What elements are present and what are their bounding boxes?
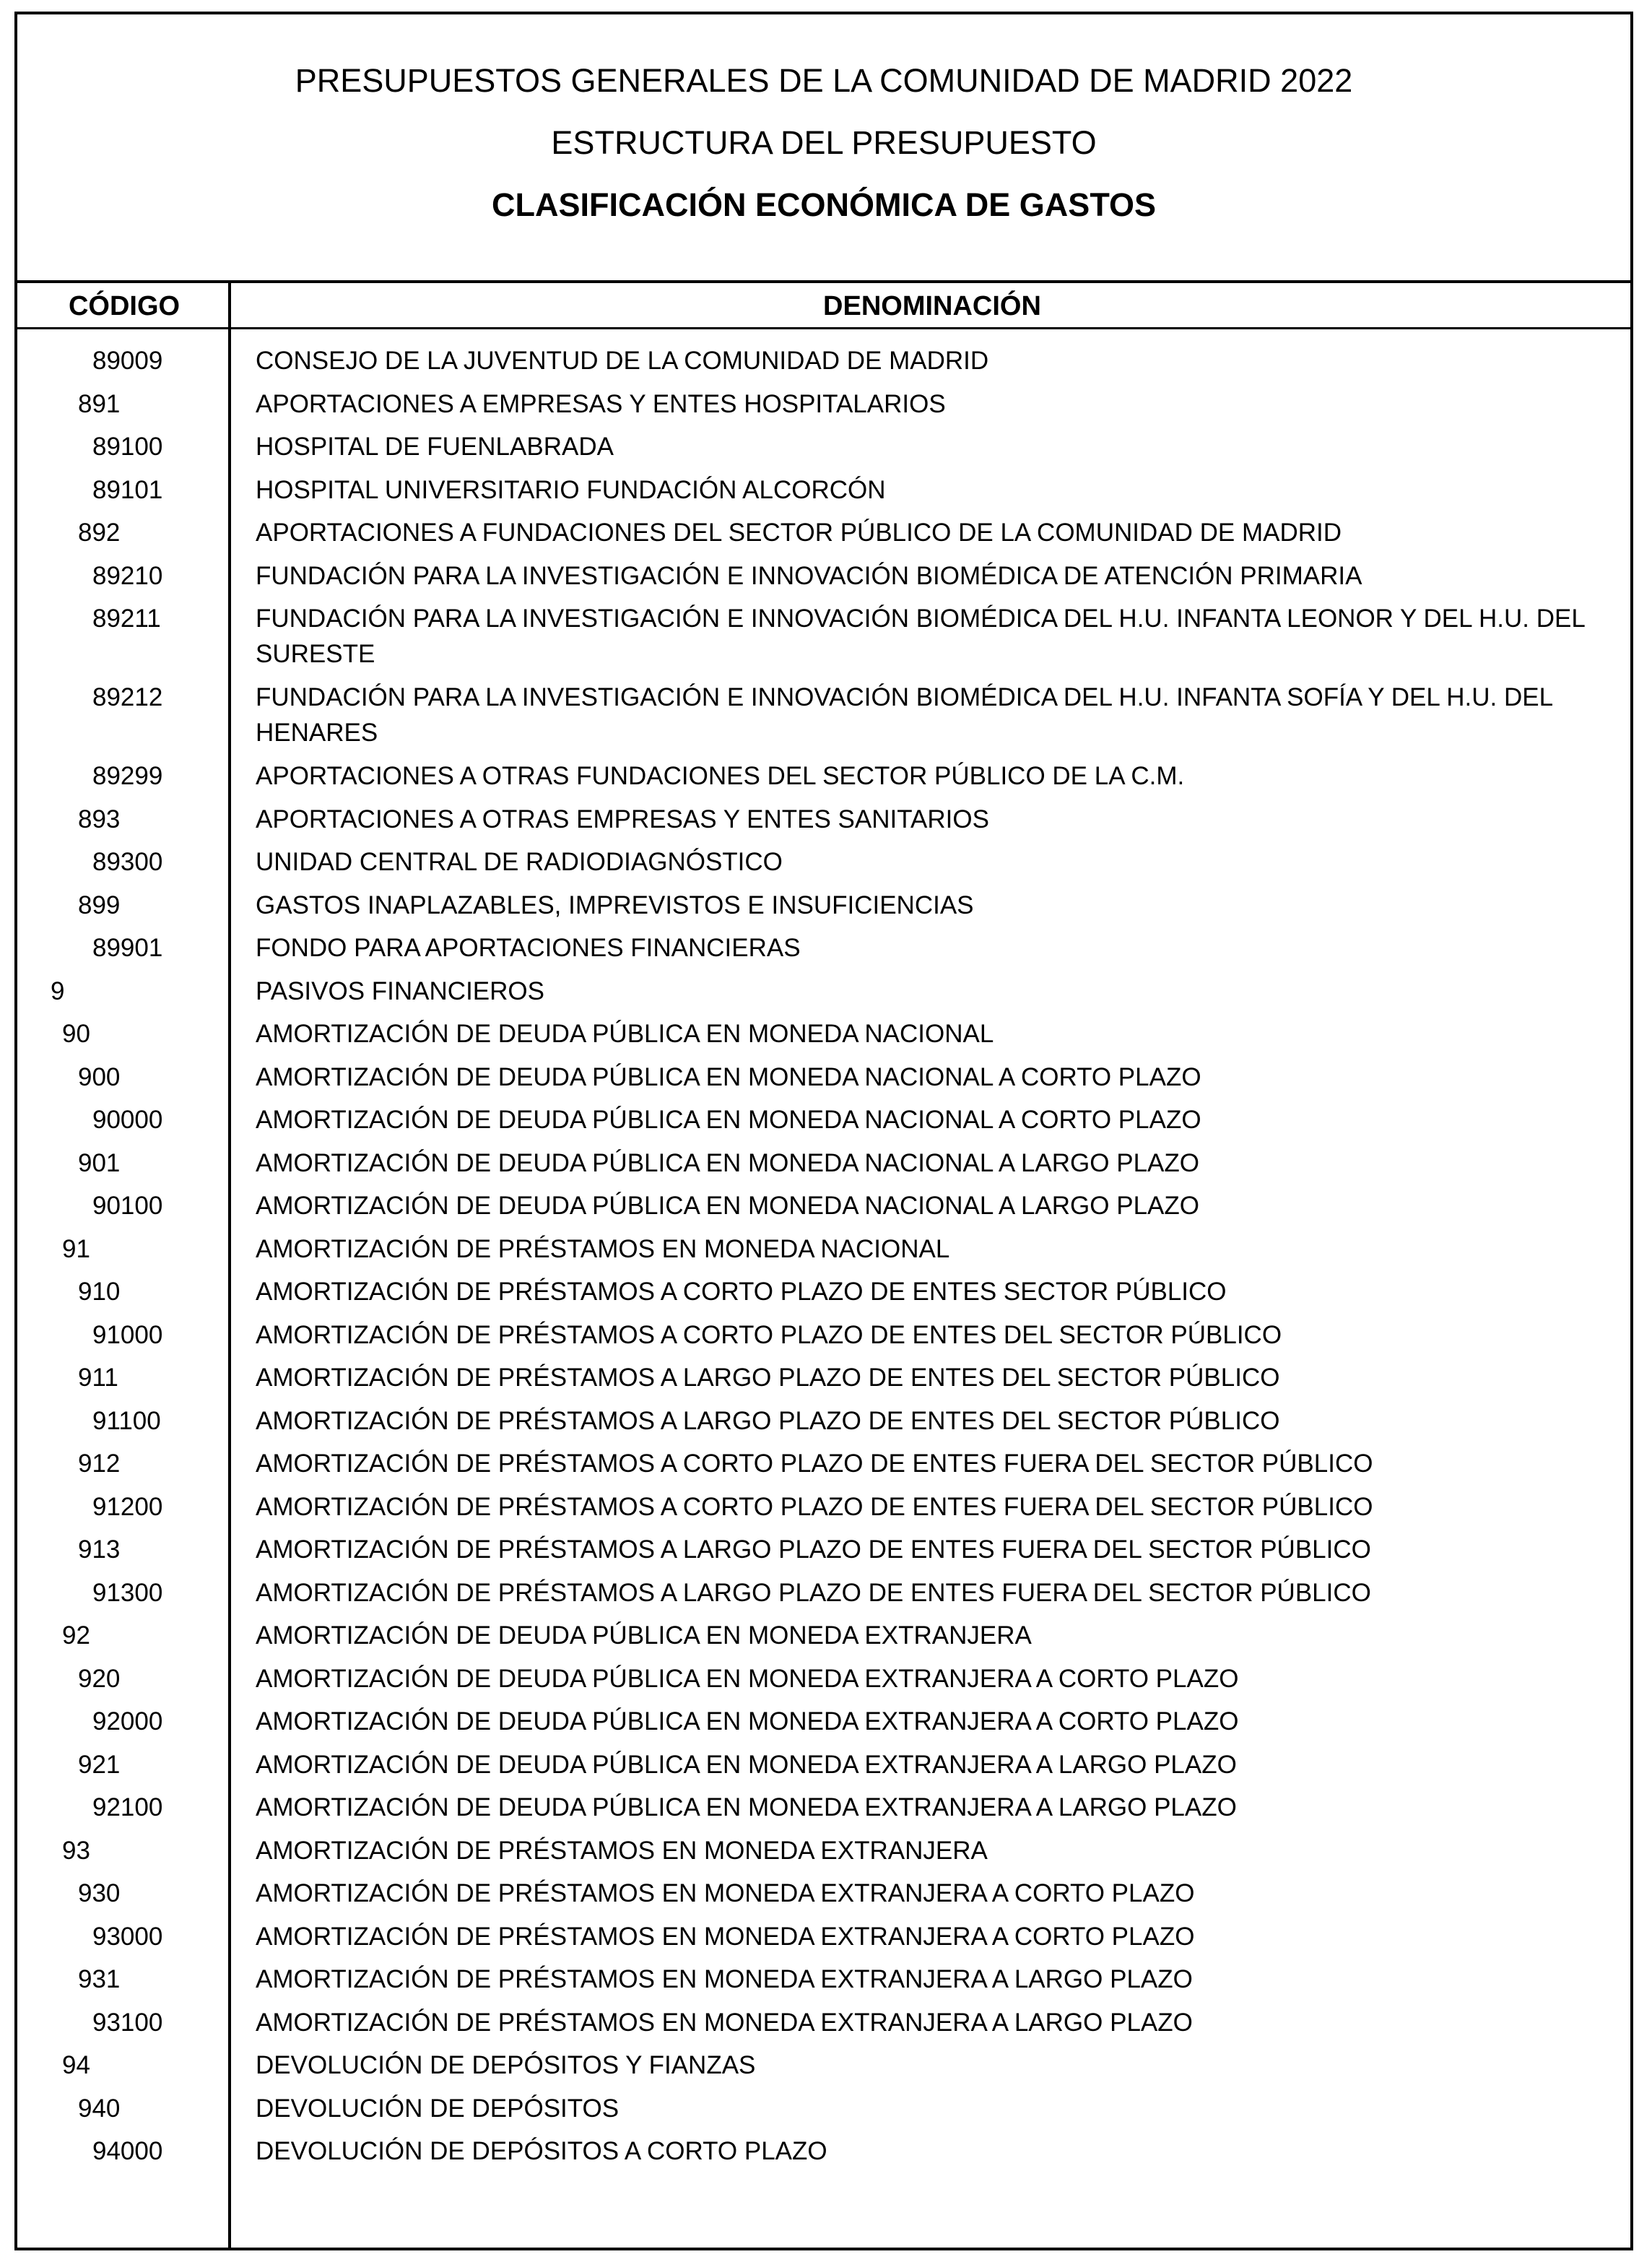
table-row xyxy=(17,1188,1630,1231)
row-denominacion: DEVOLUCIÓN DE DEPÓSITOS A CORTO PLAZO xyxy=(256,2137,827,2165)
row-denominacion: AMORTIZACIÓN DE DEUDA PÚBLICA EN MONEDA EXTRANJERA xyxy=(256,1621,1032,1650)
document-title: PRESUPUESTOS GENERALES DE LA COMUNIDAD DE MADRID 2022 xyxy=(295,62,1353,99)
column-header-denominacion: DENOMINACIÓN xyxy=(823,291,1041,321)
table-row xyxy=(17,802,1630,845)
table-row xyxy=(17,1661,1630,1704)
row-denominacion: FUNDACIÓN PARA LA INVESTIGACIÓN E INNOVACIÓN BIOMÉDICA DEL H.U. INFANTA SOFÍA Y DEL H.U. DEL HENARES xyxy=(256,683,1552,747)
row-denominacion: DEVOLUCIÓN DE DEPÓSITOS xyxy=(256,2094,620,2123)
row-code: 911 xyxy=(78,1364,118,1392)
row-denominacion: APORTACIONES A OTRAS EMPRESAS Y ENTES SANITARIOS xyxy=(256,805,989,833)
table-row xyxy=(17,2048,1630,2091)
row-denominacion: AMORTIZACIÓN DE DEUDA PÚBLICA EN MONEDA EXTRANJERA A CORTO PLAZO xyxy=(256,1707,1239,1736)
row-code: 92000 xyxy=(92,1707,163,1736)
row-code: 910 xyxy=(78,1278,121,1306)
table-row xyxy=(17,888,1630,931)
document-frame xyxy=(14,12,1633,2250)
table-row xyxy=(17,1962,1630,2005)
row-denominacion: AMORTIZACIÓN DE PRÉSTAMOS EN MONEDA EXTRANJERA xyxy=(256,1836,988,1865)
row-code: 89299 xyxy=(92,762,163,790)
table-row xyxy=(17,2133,1630,2177)
table-row xyxy=(17,1231,1630,1275)
table-row xyxy=(17,758,1630,802)
table-row xyxy=(17,386,1630,430)
row-denominacion: AMORTIZACIÓN DE DEUDA PÚBLICA EN MONEDA EXTRANJERA A LARGO PLAZO xyxy=(256,1750,1237,1779)
row-denominacion: HOSPITAL UNIVERSITARIO FUNDACIÓN ALCORCÓN xyxy=(256,475,886,504)
row-denominacion: PASIVOS FINANCIEROS xyxy=(256,976,544,1005)
table-header xyxy=(17,283,1630,329)
table-row xyxy=(17,680,1630,758)
row-denominacion: HOSPITAL DE FUENLABRADA xyxy=(256,433,614,461)
table-row xyxy=(17,1876,1630,1919)
row-code: 91 xyxy=(62,1234,90,1263)
row-code: 91300 xyxy=(92,1578,163,1607)
row-code: 89210 xyxy=(92,561,163,590)
table-row xyxy=(17,1317,1630,1361)
row-code: 89101 xyxy=(92,475,163,504)
row-code: 913 xyxy=(78,1535,121,1564)
row-code: 89211 xyxy=(92,604,161,633)
table-row xyxy=(17,1016,1630,1060)
table-row xyxy=(17,515,1630,558)
row-code: 900 xyxy=(78,1062,121,1091)
row-denominacion: APORTACIONES A EMPRESAS Y ENTES HOSPITALARIOS xyxy=(256,389,946,418)
row-denominacion: AMORTIZACIÓN DE PRÉSTAMOS A LARGO PLAZO DE ENTES DEL SECTOR PÚBLICO xyxy=(256,1406,1280,1435)
row-code: 90100 xyxy=(92,1192,163,1220)
row-denominacion: AMORTIZACIÓN DE PRÉSTAMOS EN MONEDA EXTRANJERA A LARGO PLAZO xyxy=(256,1965,1193,1993)
document-subtitle: ESTRUCTURA DEL PRESUPUESTO xyxy=(551,124,1097,161)
row-denominacion: AMORTIZACIÓN DE PRÉSTAMOS EN MONEDA NACIONAL xyxy=(256,1234,950,1263)
row-code: 89009 xyxy=(92,347,163,375)
row-code: 892 xyxy=(78,519,121,547)
row-code: 912 xyxy=(78,1450,121,1478)
row-denominacion: FONDO PARA APORTACIONES FINANCIERAS xyxy=(256,934,801,962)
row-denominacion: UNIDAD CENTRAL DE RADIODIAGNÓSTICO xyxy=(256,848,783,876)
row-code: 91100 xyxy=(92,1406,161,1435)
table-row xyxy=(17,974,1630,1017)
row-code: 89100 xyxy=(92,433,163,461)
row-code: 90000 xyxy=(92,1106,163,1134)
row-denominacion: AMORTIZACIÓN DE PRÉSTAMOS A LARGO PLAZO DE ENTES DEL SECTOR PÚBLICO xyxy=(256,1364,1280,1392)
row-code: 90 xyxy=(62,1020,90,1048)
table-body xyxy=(17,343,1630,2177)
table-row xyxy=(17,1102,1630,1145)
row-code: 94000 xyxy=(92,2137,163,2165)
row-code: 931 xyxy=(78,1965,121,1993)
row-code: 92 xyxy=(62,1621,90,1650)
row-denominacion: AMORTIZACIÓN DE DEUDA PÚBLICA EN MONEDA NACIONAL xyxy=(256,1020,994,1048)
column-header-codigo: CÓDIGO xyxy=(68,291,181,321)
table-row xyxy=(17,1360,1630,1403)
table-row xyxy=(17,429,1630,472)
table-row xyxy=(17,1403,1630,1447)
row-denominacion: GASTOS INAPLAZABLES, IMPREVISTOS E INSUFICIENCIAS xyxy=(256,890,974,919)
title-block xyxy=(17,14,1630,283)
table-row xyxy=(17,1790,1630,1833)
table-row xyxy=(17,2005,1630,2048)
row-code: 89901 xyxy=(92,934,163,962)
table-row xyxy=(17,1446,1630,1489)
row-denominacion: AMORTIZACIÓN DE PRÉSTAMOS A CORTO PLAZO DE ENTES DEL SECTOR PÚBLICO xyxy=(256,1320,1282,1349)
row-denominacion: AMORTIZACIÓN DE PRÉSTAMOS A CORTO PLAZO DE ENTES FUERA DEL SECTOR PÚBLICO xyxy=(256,1492,1373,1521)
row-denominacion: AMORTIZACIÓN DE PRÉSTAMOS A LARGO PLAZO DE ENTES FUERA DEL SECTOR PÚBLICO xyxy=(256,1578,1371,1607)
row-code: 89212 xyxy=(92,683,163,711)
row-code: 901 xyxy=(78,1148,121,1177)
table-row xyxy=(17,1747,1630,1790)
row-code: 940 xyxy=(78,2094,121,2123)
row-denominacion: AMORTIZACIÓN DE PRÉSTAMOS A LARGO PLAZO DE ENTES FUERA DEL SECTOR PÚBLICO xyxy=(256,1535,1371,1564)
table-row xyxy=(17,1919,1630,1962)
row-denominacion: AMORTIZACIÓN DE DEUDA PÚBLICA EN MONEDA EXTRANJERA A LARGO PLAZO xyxy=(256,1793,1237,1821)
row-code: 93 xyxy=(62,1836,90,1865)
row-denominacion: AMORTIZACIÓN DE PRÉSTAMOS EN MONEDA EXTRANJERA A CORTO PLAZO xyxy=(256,1922,1195,1951)
table-row xyxy=(17,1833,1630,1876)
table-row xyxy=(17,343,1630,386)
table-row xyxy=(17,472,1630,516)
row-code: 920 xyxy=(78,1664,121,1693)
row-denominacion: APORTACIONES A FUNDACIONES DEL SECTOR PÚBLICO DE LA COMUNIDAD DE MADRID xyxy=(256,519,1342,547)
table-row xyxy=(17,1060,1630,1103)
row-denominacion: CONSEJO DE LA JUVENTUD DE LA COMUNIDAD DE MADRID xyxy=(256,347,989,375)
row-code: 93000 xyxy=(92,1922,163,1951)
row-code: 891 xyxy=(78,389,121,418)
table-row xyxy=(17,1704,1630,1747)
row-code: 893 xyxy=(78,805,121,833)
row-denominacion: DEVOLUCIÓN DE DEPÓSITOS Y FIANZAS xyxy=(256,2051,756,2079)
row-code: 94 xyxy=(62,2051,90,2079)
row-denominacion: AMORTIZACIÓN DE PRÉSTAMOS A CORTO PLAZO DE ENTES SECTOR PÚBLICO xyxy=(256,1278,1227,1306)
row-denominacion: APORTACIONES A OTRAS FUNDACIONES DEL SECTOR PÚBLICO DE LA C.M. xyxy=(256,762,1185,790)
row-code: 899 xyxy=(78,890,121,919)
table-row xyxy=(17,1489,1630,1533)
table-row xyxy=(17,1575,1630,1618)
table-row xyxy=(17,1145,1630,1189)
table-row xyxy=(17,930,1630,974)
row-denominacion: FUNDACIÓN PARA LA INVESTIGACIÓN E INNOVACIÓN BIOMÉDICA DEL H.U. INFANTA LEONOR Y DEL H.U. DEL SURESTE xyxy=(256,604,1585,668)
classification-title: CLASIFICACIÓN ECONÓMICA DE GASTOS xyxy=(491,186,1157,223)
row-denominacion: FUNDACIÓN PARA LA INVESTIGACIÓN E INNOVACIÓN BIOMÉDICA DE ATENCIÓN PRIMARIA xyxy=(256,561,1362,590)
row-code: 921 xyxy=(78,1750,121,1779)
table-row xyxy=(17,2091,1630,2134)
row-denominacion: AMORTIZACIÓN DE DEUDA PÚBLICA EN MONEDA NACIONAL A CORTO PLAZO xyxy=(256,1062,1201,1091)
row-denominacion: AMORTIZACIÓN DE DEUDA PÚBLICA EN MONEDA NACIONAL A CORTO PLAZO xyxy=(256,1106,1201,1134)
row-denominacion: AMORTIZACIÓN DE DEUDA PÚBLICA EN MONEDA NACIONAL A LARGO PLAZO xyxy=(256,1192,1199,1220)
row-code: 9 xyxy=(51,976,65,1005)
row-code: 91000 xyxy=(92,1320,163,1349)
row-denominacion: AMORTIZACIÓN DE DEUDA PÚBLICA EN MONEDA EXTRANJERA A CORTO PLAZO xyxy=(256,1664,1239,1693)
row-code: 92100 xyxy=(92,1793,163,1821)
table-row xyxy=(17,558,1630,602)
table-row xyxy=(17,601,1630,680)
row-code: 93100 xyxy=(92,2008,163,2037)
row-denominacion: AMORTIZACIÓN DE DEUDA PÚBLICA EN MONEDA NACIONAL A LARGO PLAZO xyxy=(256,1148,1199,1177)
row-code: 89300 xyxy=(92,848,163,876)
row-denominacion: AMORTIZACIÓN DE PRÉSTAMOS A CORTO PLAZO DE ENTES FUERA DEL SECTOR PÚBLICO xyxy=(256,1450,1373,1478)
table-row xyxy=(17,1532,1630,1575)
row-denominacion: AMORTIZACIÓN DE PRÉSTAMOS EN MONEDA EXTRANJERA A LARGO PLAZO xyxy=(256,2008,1193,2037)
row-code: 930 xyxy=(78,1879,121,1907)
table-row xyxy=(17,1618,1630,1661)
row-denominacion: AMORTIZACIÓN DE PRÉSTAMOS EN MONEDA EXTRANJERA A CORTO PLAZO xyxy=(256,1879,1195,1907)
row-code: 91200 xyxy=(92,1492,163,1521)
table-row xyxy=(17,1274,1630,1317)
table-row xyxy=(17,844,1630,888)
